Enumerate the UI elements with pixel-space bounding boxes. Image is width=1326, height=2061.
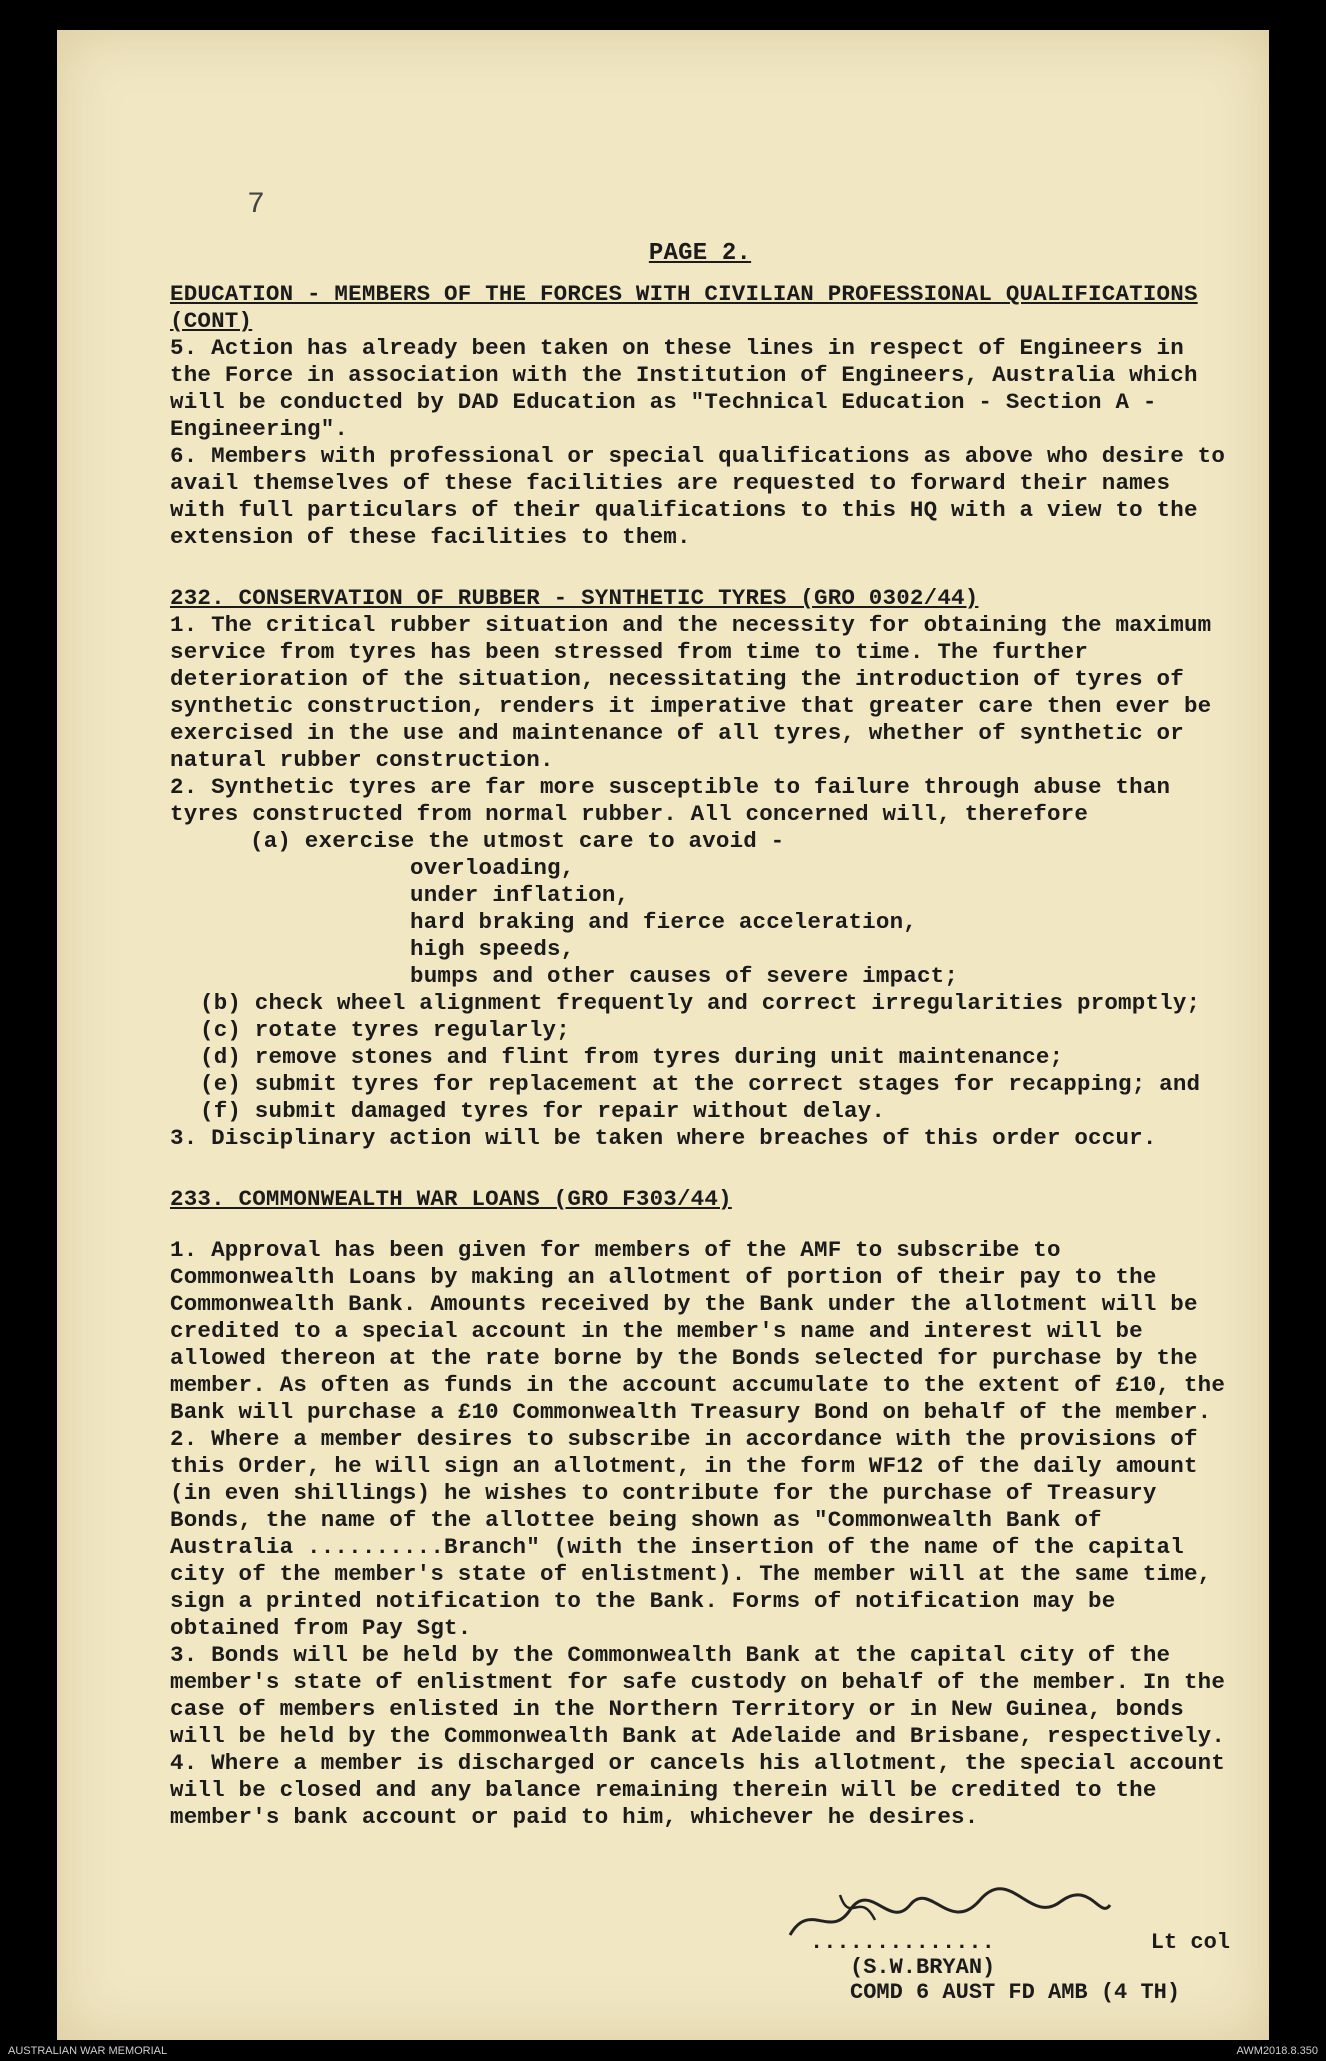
loans-para-1: 1. Approval has been given for members of the AMF to subscribe to Commonwealth Loans by making an allotment of portion of their pay to the Commonwealth Bank. Amounts received by the Bank under the allotment will be credited to a special account in the member's name and interest will be allowed thereon at the rate borne by the Bonds selected for purchase by the member. As often as funds in the account accumulate to the extent of £10, the Bank will purchase a £10 Commonwealth Treasury Bond on behalf of the member. — [170, 1237, 1226, 1425]
avoid-list — [170, 855, 1230, 990]
signatory-name: (S.W.BRYAN) — [850, 1955, 996, 1980]
avoid-item: bumps and other causes of severe impact; — [410, 963, 959, 989]
rubber-item-a: (a) exercise the utmost care to avoid - — [250, 828, 785, 854]
rubber-para-2: 2. Synthetic tyres are far more susceptible to failure through abuse than tyres constructed from normal rubber. All concerned will, therefore — [170, 774, 1171, 827]
rubber-item-b: (b) check wheel alignment frequently and correct irregularities promptly; — [200, 990, 1201, 1016]
footer-accession-number: AWM2018.8.350 — [1236, 2044, 1318, 2057]
signature-block — [810, 1930, 1230, 2005]
education-para-5: 5. Action has already been taken on these lines in respect of Engineers in the Force in association with the Institution of Engineers, Australia which will be conducted by DAD Education as "Technical Education - Section A - Engineering". — [170, 335, 1198, 442]
page-label: PAGE 2. — [648, 240, 752, 267]
rubber-para-1: 1. The critical rubber situation and the necessity for obtaining the maximum service from tyres has been stressed from time to time. The further deterioration of the situation, necessitating the introduction of tyres of synthetic construction, renders it imperative that greater care then ever be exercised in the use and maintenance of all tyres, whether of synthetic or natural rubber construction. — [170, 612, 1212, 773]
loans-para-4: 4. Where a member is discharged or cancels his allotment, the special account will be closed and any balance remaining therein will be credited to the member's bank account or paid to him, whichever he desires. — [170, 1750, 1226, 1830]
avoid-item: high speeds, — [410, 936, 575, 962]
avoid-item: overloading, — [410, 855, 575, 881]
document-body — [170, 240, 1230, 1831]
footer-bar — [0, 2040, 1326, 2061]
signature-rank: Lt col — [1150, 1930, 1230, 1955]
loans-heading: 233. COMMONWEALTH WAR LOANS (GRO F303/44) — [170, 1186, 732, 1212]
signature-dots: .............. — [810, 1930, 995, 1955]
rubber-para-3: 3. Disciplinary action will be taken where breaches of this order occur. — [170, 1125, 1157, 1151]
loans-para-2: 2. Where a member desires to subscribe in accordance with the provisions of this Order, he will sign an allotment, in the form WF12 of the daily amount (in even shillings) he wishes to contribute for the purchase of Treasury Bonds, the name of the allottee being shown as "Commonwealth Bank of Australia ..........Branch" (with the insertion of the name of the capital city of the member's state of enlistment). The member will at the same time, sign a printed notification to the Bank. Forms of notification may be obtained from Pay Sgt. — [170, 1426, 1212, 1641]
rubber-heading: 232. CONSERVATION OF RUBBER - SYNTHETIC TYRES (GRO 0302/44) — [170, 585, 979, 611]
rubber-item-e: (e) submit tyres for replacement at the correct stages for recapping; and — [200, 1071, 1201, 1097]
rubber-item-f: (f) submit damaged tyres for repair without delay. — [200, 1098, 886, 1124]
avoid-item: under inflation, — [410, 882, 630, 908]
avoid-item: hard braking and fierce acceleration, — [410, 909, 917, 935]
rubber-item-d: (d) remove stones and flint from tyres during unit maintenance; — [200, 1044, 1064, 1070]
page-mark: 7 — [247, 188, 266, 222]
signatory-title: COMD 6 AUST FD AMB (4 TH) — [850, 1980, 1181, 2005]
rubber-item-c: (c) rotate tyres regularly; — [200, 1017, 570, 1043]
education-heading: EDUCATION - MEMBERS OF THE FORCES WITH CIVILIAN PROFESSIONAL QUALIFICATIONS (CONT) — [170, 281, 1198, 334]
loans-para-3: 3. Bonds will be held by the Commonwealth Bank at the capital city of the member's state of enlistment for safe custody on behalf of the member. In the case of members enlisted in the Northern Territory or in New Guinea, bonds will be held by the Commonwealth Bank at Adelaide and Brisbane, respectively. — [170, 1642, 1226, 1749]
footer-institution: AUSTRALIAN WAR MEMORIAL — [8, 2044, 168, 2057]
education-para-6: 6. Members with professional or special qualifications as above who desire to avail themselves of these facilities are requested to forward their names with full particulars of their qualifications to this HQ with a view to the extension of these facilities to them. — [170, 443, 1226, 550]
